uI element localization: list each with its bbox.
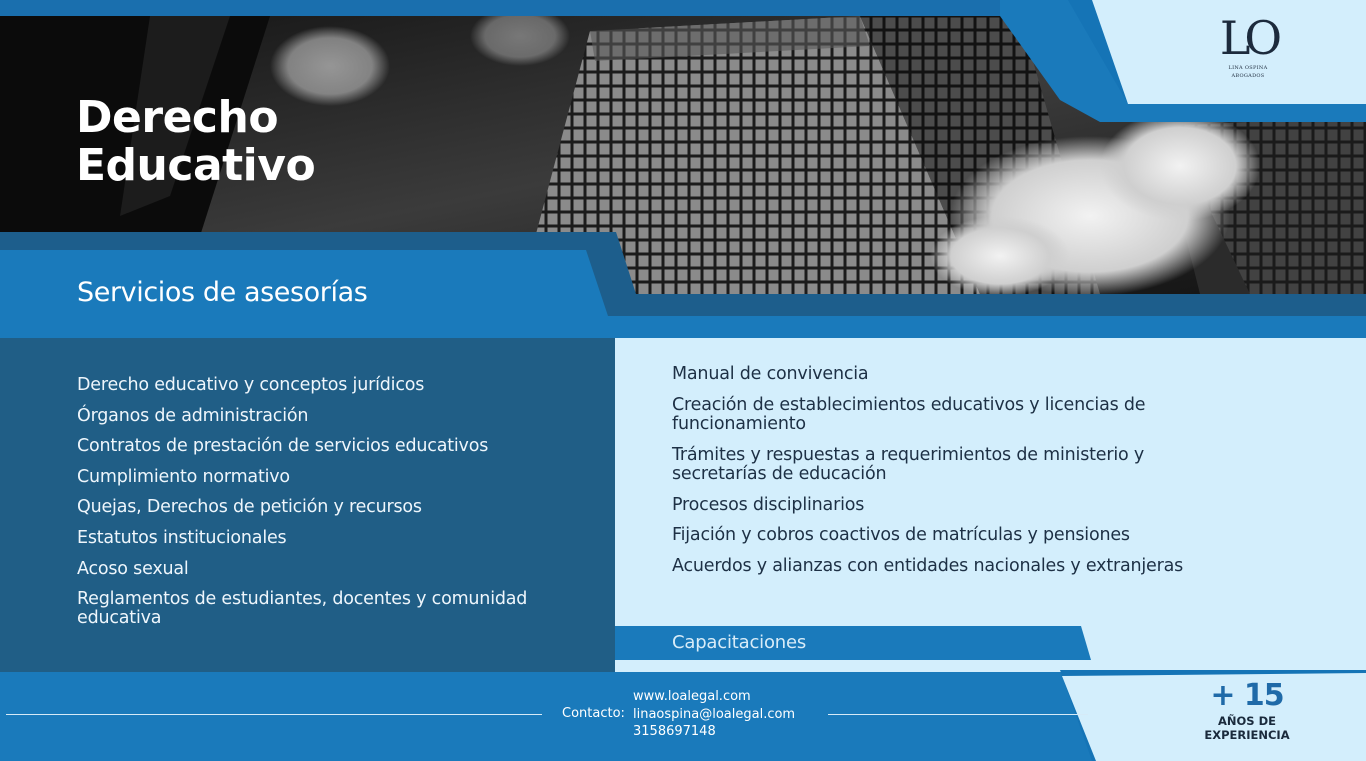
- website-link[interactable]: www.loalegal.com: [633, 689, 751, 704]
- list-item: Procesos disciplinarios: [672, 494, 865, 515]
- logo-mark: LO: [1219, 11, 1277, 65]
- footer-divider-left: [6, 714, 542, 715]
- page-title: [76, 94, 536, 190]
- logo-name: LINA OSPINA: [1228, 65, 1268, 71]
- list-item: Manual de convivencia: [672, 364, 869, 384]
- title-line-1: Derecho: [76, 92, 279, 143]
- list-item: Reglamentos de estudiantes, docentes y comunidad educativa: [77, 589, 528, 629]
- footer-divider-right: [828, 714, 1088, 715]
- list-item: Creación de establecimientos educativos y licencias de funcionamiento: [672, 394, 1146, 434]
- contact-label: Contacto:: [562, 706, 625, 721]
- services-heading: Servicios de asesorías: [77, 277, 368, 308]
- company-logo: [1196, 12, 1300, 84]
- list-item: Acuerdos y alianzas con entidades nacionales y extranjeras: [672, 555, 1184, 576]
- experience-badge: [1190, 678, 1304, 742]
- phone-number: 3158697148: [633, 724, 716, 739]
- years-label-2: EXPERIENCIA: [1204, 728, 1290, 742]
- list-item: Fijación y cobros coactivos de matrículas y pensiones: [672, 525, 1130, 545]
- years-label-1: AÑOS DE: [1218, 714, 1276, 728]
- list-item: Estatutos institucionales: [77, 527, 287, 548]
- list-item: Quejas, Derechos de petición y recursos: [77, 497, 422, 518]
- years-number: + 15: [1210, 678, 1284, 713]
- logo-subtitle: ABOGADOS: [1231, 73, 1265, 79]
- email-link[interactable]: linaospina@loalegal.com: [633, 706, 796, 722]
- list-item: Contratos de prestación de servicios educativos: [77, 436, 489, 457]
- capacitaciones-label: Capacitaciones: [672, 632, 807, 653]
- contact-info: [633, 688, 795, 741]
- list-item: Órganos de administración: [77, 405, 309, 426]
- title-line-2: Educativo: [76, 140, 316, 191]
- left-services-list: [77, 376, 597, 640]
- list-item: Cumplimiento normativo: [77, 466, 290, 487]
- list-item: Trámites y respuestas a requerimientos de ministerio y secretarías de educación: [672, 444, 1145, 484]
- list-item: Acoso sexual: [77, 558, 189, 579]
- right-services-list: [672, 365, 1232, 587]
- list-item: Derecho educativo y conceptos jurídicos: [77, 375, 425, 395]
